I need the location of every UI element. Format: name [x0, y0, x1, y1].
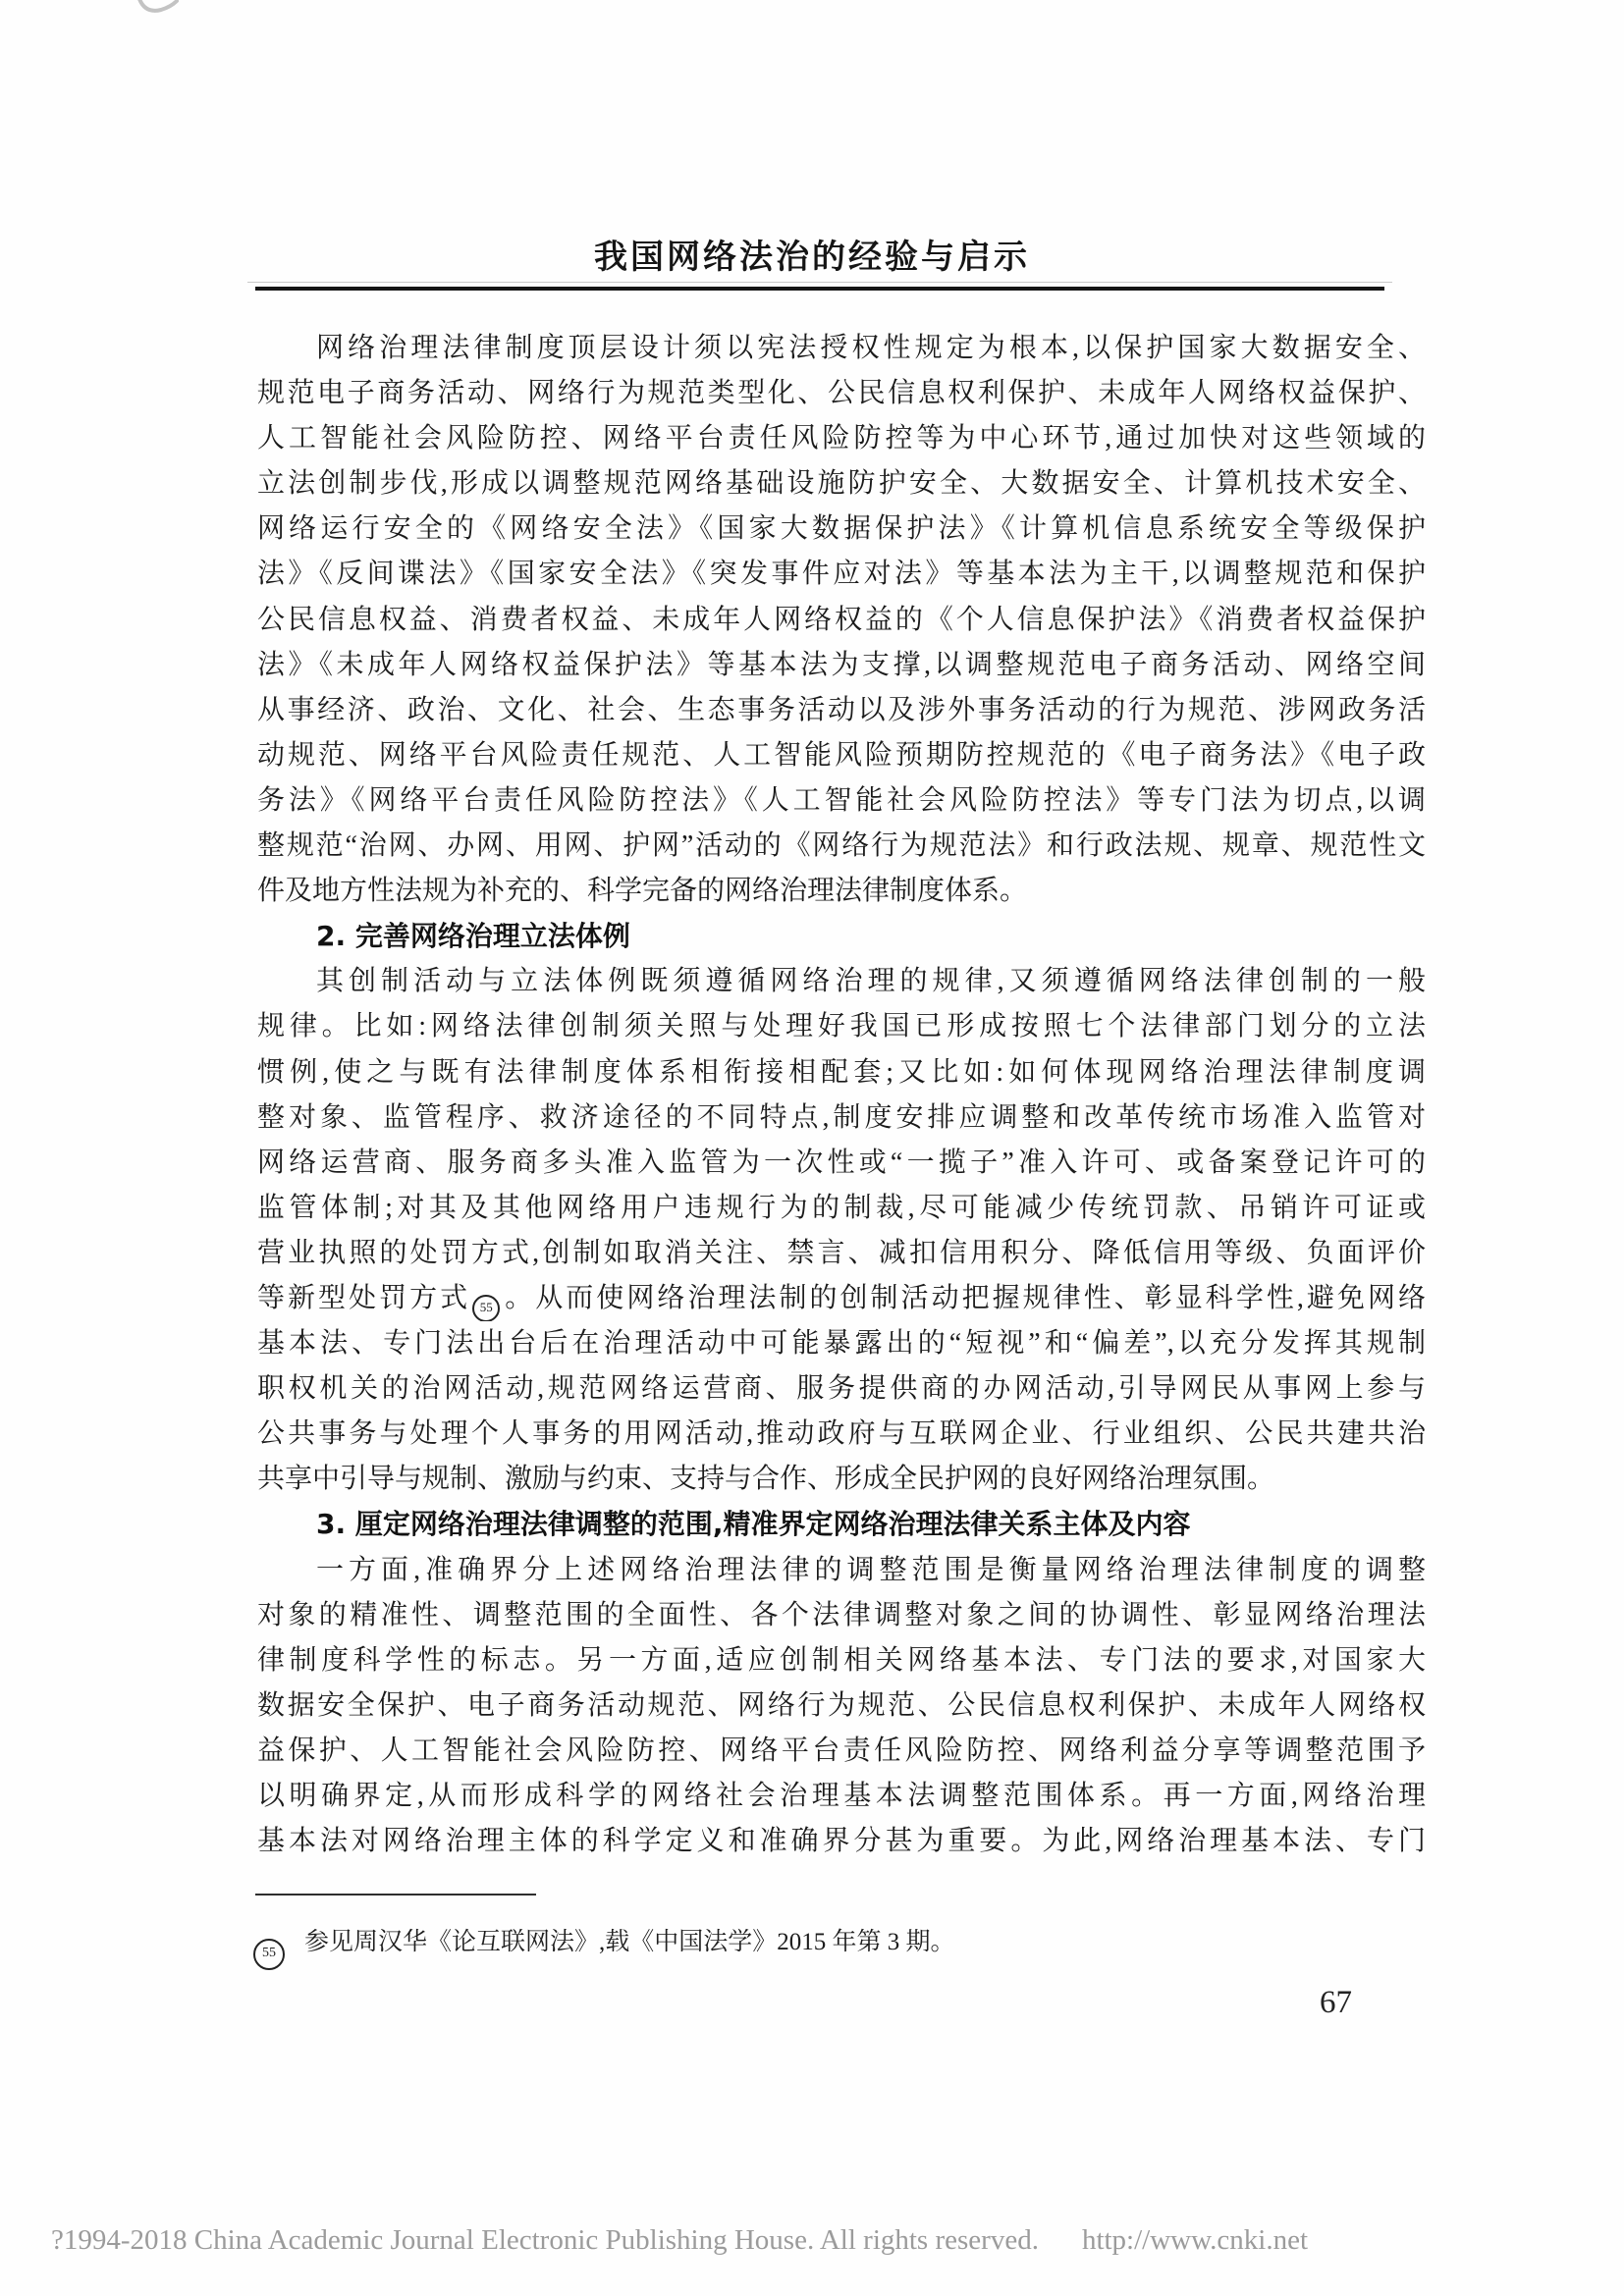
text-line: 益保护、人工智能社会风险防控、网络平台责任风险防控、网络利益分享等调整范围予	[257, 1735, 1426, 1766]
title-rule	[255, 287, 1384, 291]
text-line: 整规范“治网、办网、用网、护网”活动的《网络行为规范法》和行政法规、规章、规范性文	[257, 830, 1426, 862]
text-line: 监管体制;对其及其他网络用户违规行为的制裁,尽可能减少传统罚款、吊销许可证或	[257, 1192, 1426, 1223]
text-line: 立法创制步伐,形成以调整规范网络基础设施防护安全、大数据安全、计算机技术安全、	[257, 468, 1426, 500]
text-line: 务法》《网络平台责任风险防控法》《人工智能社会风险防控法》等专门法为切点,以调	[257, 784, 1426, 816]
text-line: 律制度科学性的标志。另一方面,适应创制相关网络基本法、专门法的要求,对国家大	[257, 1644, 1426, 1676]
text-line: 网络运行安全的《网络安全法》《国家大数据保护法》《计算机信息系统安全等级保护	[257, 513, 1426, 545]
footnote-text: 参见周汉华《论互联网法》,载《中国法学》2015 年第 3 期。	[304, 1929, 955, 1955]
text-line: 职权机关的治网活动,规范网络运营商、服务提供商的办网活动,引导网民从事网上参与	[257, 1373, 1426, 1405]
text-line: 公民信息权益、消费者权益、未成年人网络权益的《个人信息保护法》《消费者权益保护	[257, 604, 1426, 635]
page-title: 我国网络法治的经验与启示	[594, 238, 1030, 277]
copyright-footer	[51, 2224, 1308, 2257]
text-line: 法》《反间谍法》《国家安全法》《突发事件应对法》等基本法为主干,以调整规范和保护	[257, 559, 1426, 590]
title-rule-shadow	[247, 282, 1392, 283]
text-line: 基本法对网络治理主体的科学定义和准确界分甚为重要。为此,网络治理基本法、专门	[257, 1826, 1426, 1857]
text-line: 人工智能社会风险防控、网络平台责任风险防控等为中心环节,通过加快对这些领域的	[257, 423, 1426, 454]
scan-smudge-artifact	[135, 0, 183, 18]
page-number: 67	[1320, 1985, 1352, 2020]
footnote-marker: 55	[253, 1939, 285, 1970]
text-line: 规范电子商务活动、网络行为规范类型化、公民信息权利保护、未成年人网络权益保护、	[257, 378, 1426, 409]
text-line: 营业执照的处罚方式,创制如取消关注、禁言、减扣信用积分、降低信用等级、负面评价	[257, 1237, 1426, 1268]
text-line: 其创制活动与立法体例既须遵循网络治理的规律,又须遵循网络法律创制的一般	[316, 966, 1426, 997]
section-heading: 3. 厘定网络治理法律调整的范围,精准界定网络治理法律关系主体及内容	[316, 1508, 1191, 1541]
copyright-text: ?1994-2018 China Academic Journal Electronic Publishing House. All rights reserved.	[51, 2224, 1039, 2256]
text-line: 件及地方性法规为补充的、科学完备的网络治理法律制度体系。	[257, 876, 1028, 907]
footnote-ref: 55	[472, 1295, 500, 1321]
text-line: 以明确界定,从而形成科学的网络社会治理基本法调整范围体系。再一方面,网络治理	[257, 1781, 1426, 1811]
text-line: 动规范、网络平台风险责任规范、人工智能风险预期防控规范的《电子商务法》《电子政	[257, 739, 1426, 771]
text-line: 整对象、监管程序、救济途径的不同特点,制度安排应调整和改革传统市场准入监管对	[257, 1101, 1426, 1133]
text-line: 基本法、专门法出台后在治理活动中可能暴露出的“短视”和“偏差”,以充分发挥其规制	[257, 1328, 1426, 1360]
text-line: 网络治理法律制度顶层设计须以宪法授权性规定为根本,以保护国家大数据安全、	[316, 333, 1426, 363]
text-line: 网络运营商、服务商多头准入监管为一次性或“一揽子”准入许可、或备案登记许可的	[257, 1147, 1426, 1178]
text-line: 惯例,使之与既有法律制度体系相衔接相配套;又比如:如何体现网络治理法律制度调	[257, 1056, 1426, 1088]
text-line: 法》《未成年人网络权益保护法》等基本法为支撑,以调整规范电子商务活动、网络空间	[257, 649, 1426, 680]
footnote-separator	[255, 1894, 536, 1896]
footer-url: http://www.cnki.net	[1081, 2224, 1309, 2256]
text-line: 共享中引导与规制、激励与约束、支持与合作、形成全民护网的良好网络治理氛围。	[257, 1464, 1275, 1495]
text-line: 公共事务与处理个人事务的用网活动,推动政府与互联网企业、行业组织、公民共建共治	[257, 1418, 1426, 1450]
text-line: 一方面,准确界分上述网络治理法律的调整范围是衡量网络治理法律制度的调整	[316, 1554, 1426, 1585]
text-line: 等新型处罚方式 55 。从而使网络治理法制的创制活动把握规律性、彰显科学性,避免网络	[257, 1276, 1426, 1321]
text-line: 规律。比如:网络法律创制须关照与处理好我国已形成按照七个法律部门划分的立法	[257, 1011, 1426, 1042]
footnote	[253, 1926, 1422, 1970]
text-line: 从事经济、政治、文化、社会、生态事务活动以及涉外事务活动的行为规范、涉网政务活	[257, 694, 1426, 725]
section-heading: 2. 完善网络治理立法体例	[316, 920, 630, 953]
text-line: 对象的精准性、调整范围的全面性、各个法律调整对象之间的协调性、彰显网络治理法	[257, 1599, 1426, 1630]
article-body	[257, 326, 1426, 1864]
text-line: 数据安全保护、电子商务活动规范、网络行为规范、公民信息权利保护、未成年人网络权	[257, 1689, 1426, 1721]
